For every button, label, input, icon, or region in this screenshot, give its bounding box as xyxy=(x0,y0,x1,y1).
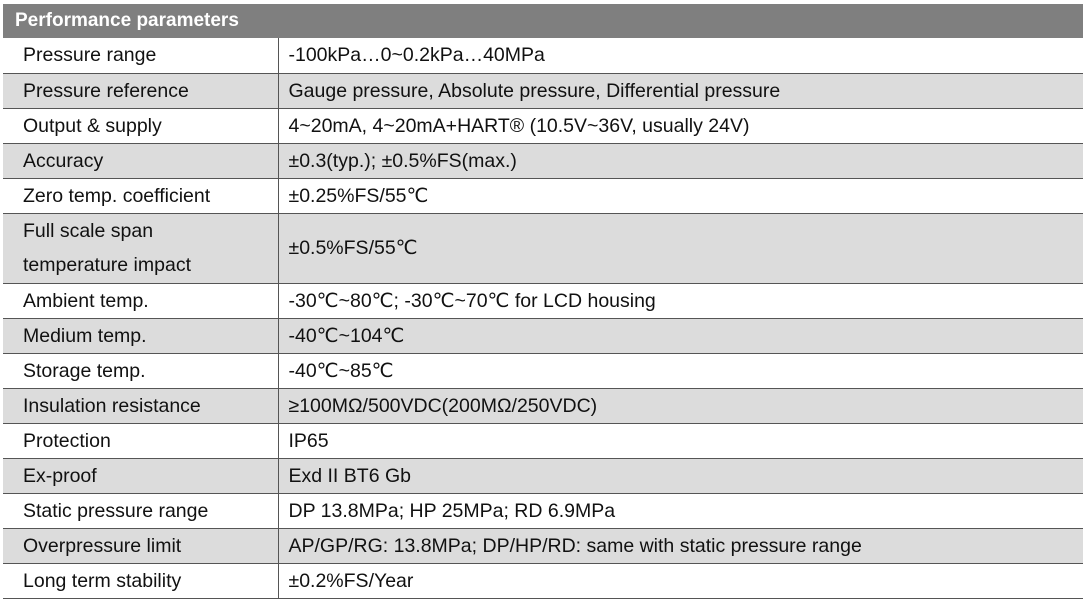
parameter-label: Insulation resistance xyxy=(3,388,278,423)
table-title: Performance parameters xyxy=(3,4,1083,38)
parameter-value: AP/GP/RG: 13.8MPa; DP/HP/RD: same with static pressure range xyxy=(278,528,1083,563)
parameters-grid xyxy=(3,38,1083,599)
parameter-label: Pressure range xyxy=(3,38,278,73)
parameter-value: DP 13.8MPa; HP 25MPa; RD 6.9MPa xyxy=(278,493,1083,528)
parameter-value: ±0.25%FS/55℃ xyxy=(278,178,1083,213)
parameter-label: Pressure reference xyxy=(3,73,278,108)
table-row xyxy=(3,38,1083,73)
parameter-value: -30℃~80℃; -30℃~70℃ for LCD housing xyxy=(278,283,1083,318)
parameter-value: ≥100MΩ/500VDC(200MΩ/250VDC) xyxy=(278,388,1083,423)
table-row xyxy=(3,528,1083,563)
table-row xyxy=(3,493,1083,528)
parameter-value: ±0.5%FS/55℃ xyxy=(278,213,1083,283)
table-row xyxy=(3,563,1083,598)
table-row xyxy=(3,283,1083,318)
parameter-label: Ambient temp. xyxy=(3,283,278,318)
parameter-value: 4~20mA, 4~20mA+HART® (10.5V~36V, usually 24V) xyxy=(278,108,1083,143)
parameter-label: Accuracy xyxy=(3,143,278,178)
parameter-label: Medium temp. xyxy=(3,318,278,353)
parameter-label: Static pressure range xyxy=(3,493,278,528)
table-row xyxy=(3,318,1083,353)
parameter-value: Gauge pressure, Absolute pressure, Differential pressure xyxy=(278,73,1083,108)
performance-parameters-table xyxy=(3,4,1083,599)
parameter-value: Exd II BT6 Gb xyxy=(278,458,1083,493)
table-row xyxy=(3,388,1083,423)
parameter-value: ±0.3(typ.); ±0.5%FS(max.) xyxy=(278,143,1083,178)
parameter-label: Storage temp. xyxy=(3,353,278,388)
parameter-label-text: Full scale span temperature impact xyxy=(23,220,191,276)
table-row xyxy=(3,423,1083,458)
table-row xyxy=(3,213,1083,283)
parameter-value: -40℃~104℃ xyxy=(278,318,1083,353)
table-row xyxy=(3,458,1083,493)
table-row xyxy=(3,353,1083,388)
table-row xyxy=(3,108,1083,143)
parameter-label: Output & supply xyxy=(3,108,278,143)
parameter-value: IP65 xyxy=(278,423,1083,458)
parameter-label: Overpressure limit xyxy=(3,528,278,563)
parameter-label: Long term stability xyxy=(3,563,278,598)
parameter-label: Ex-proof xyxy=(3,458,278,493)
table-row xyxy=(3,178,1083,213)
parameter-value: ±0.2%FS/Year xyxy=(278,563,1083,598)
table-row xyxy=(3,73,1083,108)
parameter-label xyxy=(3,213,278,283)
parameter-value: -100kPa…0~0.2kPa…40MPa xyxy=(278,38,1083,73)
parameter-value: -40℃~85℃ xyxy=(278,353,1083,388)
parameter-label: Protection xyxy=(3,423,278,458)
table-row xyxy=(3,143,1083,178)
parameter-label: Zero temp. coefficient xyxy=(3,178,278,213)
